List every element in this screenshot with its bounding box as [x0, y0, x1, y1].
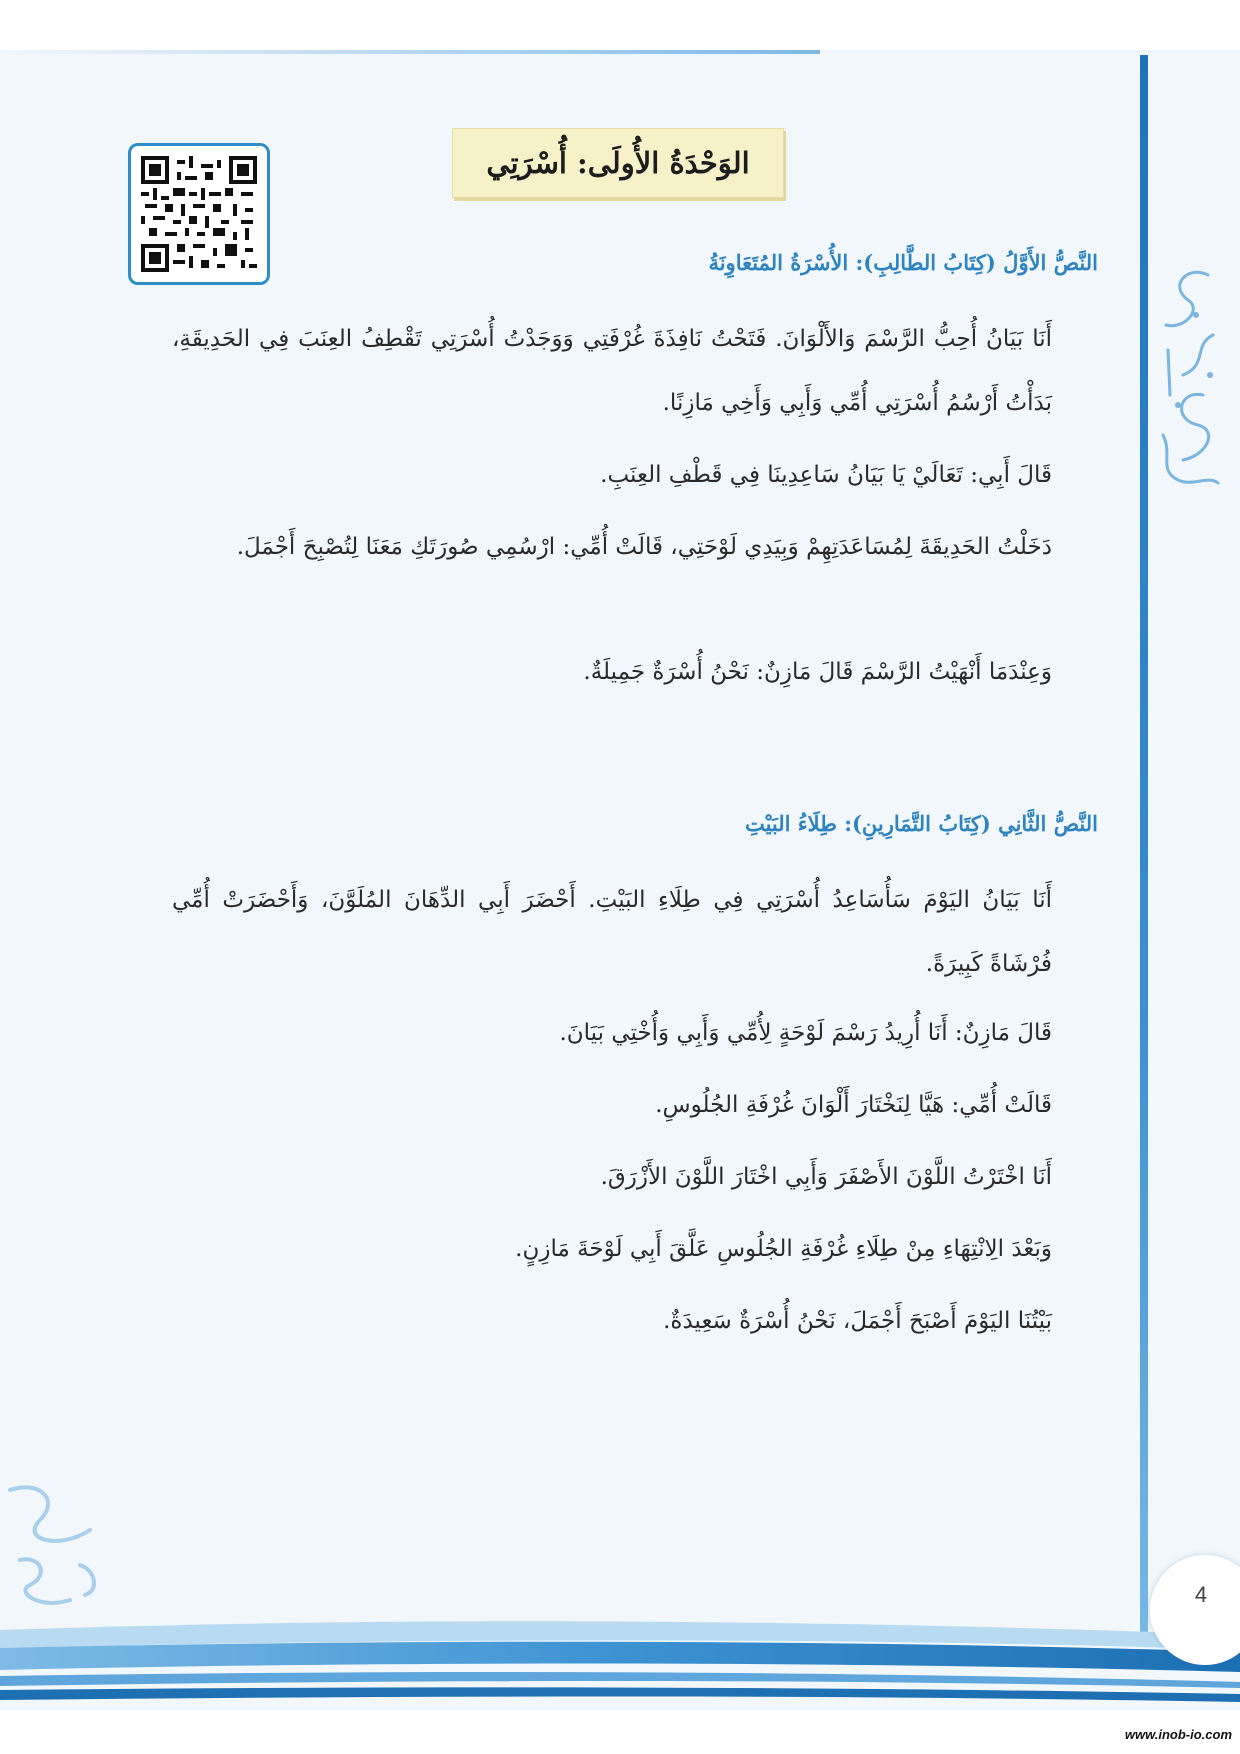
text-one-heading: النَّصُّ الأَوَّلُ (كِتَابُ الطَّالِبِ): الأُسْرَةُ المُتَعَاوِنَةُ	[708, 250, 1098, 275]
top-decorative-strip	[0, 50, 820, 54]
footer-url[interactable]: www.inob-io.com	[1124, 1727, 1232, 1742]
text-two-paragraph: قَالَتْ أُمِّي: هَيَّا لِنَخْتَارَ أَلْوَانَ غُرْفَةِ الجُلُوسِ.	[655, 1092, 1052, 1118]
text-two-paragraph: بَيْتُنَا اليَوْمَ أَصْبَحَ أَجْمَلَ، نَحْنُ أُسْرَةٌ سَعِيدَةٌ.	[663, 1308, 1052, 1334]
text-two-paragraph: قَالَ مَازِنٌ: أَنَا أُرِيدُ رَسْمَ لَوْحَةٍ لِأُمِّي وَأَبِي وَأُخْتِي بَيَانَ.	[559, 1020, 1052, 1046]
text-one-paragraph: وَعِنْدَمَا أَنْهَيْتُ الرَّسْمَ قَالَ مَازِنٌ: نَحْنُ أُسْرَةٌ جَمِيلَةٌ.	[583, 659, 1052, 685]
text-one-paragraph: دَخَلْتُ الحَدِيقَةَ لِمُسَاعَدَتِهِمْ وَبِيَدِي لَوْحَتِي، قَالَتْ أُمِّي: ارْسُمِي صُورَتَكِ مَعَنَا لِتُصْبِحَ أَجْمَلَ.	[236, 534, 1052, 560]
side-calligraphy-ornament	[1148, 255, 1228, 495]
qr-code-icon	[141, 156, 257, 272]
text-two-paragraph: وَبَعْدَ الِانْتِهَاءِ مِنْ طِلَاءِ غُرْفَةِ الجُلُوسِ عَلَّقَ أَبِي لَوْحَةَ مَازِنٍ.	[515, 1236, 1052, 1262]
qr-code[interactable]	[128, 143, 270, 285]
text-two-paragraph: أَنَا اخْتَرْتُ اللَّوْنَ الأَصْفَرَ وَأَبِي اخْتَارَ اللَّوْنَ الأَزْرَقَ.	[600, 1164, 1052, 1190]
bottom-wave-decoration	[0, 1590, 1240, 1715]
text-one-paragraph: أَنَا بَيَانُ أُحِبُّ الرَّسْمَ وَالأَلْوَانَ. فَتَحْتُ نَافِذَةَ غُرْفَتِي وَوَجَدْتُ أُسْرَتِي تَقْطِفُ العِنَبَ فِي الحَدِيقَةِ، بَدَأْتُ أَرْسُمُ أُسْرَتِي أُمِّي وَأَبِي وَأَخِي مَازِنًا.	[172, 326, 1052, 416]
unit-title: الوَحْدَةُ الأُولَى: أُسْرَتِي	[486, 146, 750, 180]
text-two-paragraph: أَنَا بَيَانُ اليَوْمَ سَأُسَاعِدُ أُسْرَتِي فِي طِلَاءِ البَيْتِ. أَحْضَرَ أَبِي الدِّهَانَ المُلَوَّنَ، وَأَحْضَرَتْ أُمِّي فُرْشَاةً كَبِيرَةً.	[172, 887, 1052, 977]
unit-title-box	[452, 128, 784, 198]
text-two-heading: النَّصُّ الثَّانِي (كِتَابُ التَّمَارِينِ): طِلَاءُ البَيْتِ	[744, 811, 1098, 836]
page-number: 4	[1194, 1582, 1208, 1607]
right-decorative-bar	[1140, 55, 1148, 1635]
text-one-paragraph: قَالَ أَبِي: تَعَالَيْ يَا بَيَانُ سَاعِدِينَا فِي قَطْفِ العِنَبِ.	[600, 462, 1052, 488]
